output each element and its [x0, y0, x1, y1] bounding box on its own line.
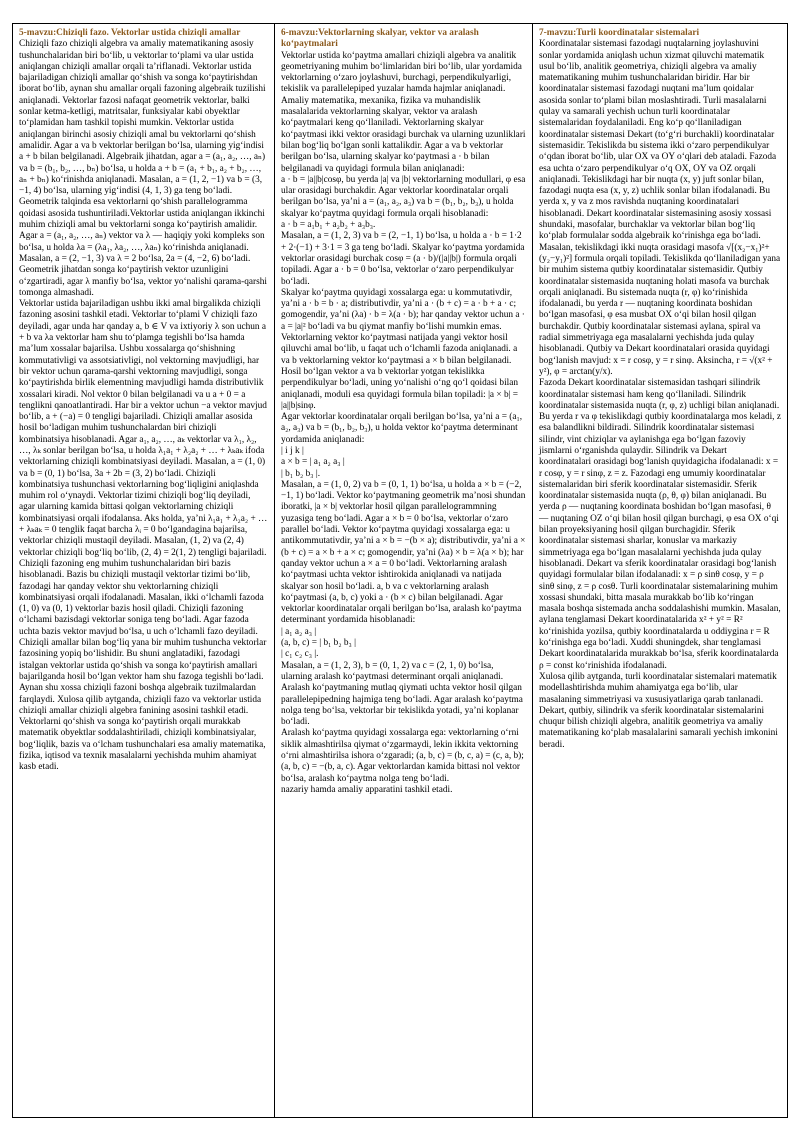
topic-6-title: 6-mavzu:Vektorlarning skalyar, vektor va aralash ko‘paytmalari	[281, 28, 479, 50]
column-topic-6	[275, 24, 533, 1117]
column-topic-5	[13, 24, 275, 1117]
topic-5-body: Chiziqli fazo chiziqli algebra va amaliy matematikaning asosiy tushunchalaridan biri bo‘lib, u vektorlar to‘plami va ular ustida aniqlangan chiziqli amallar orqali ta’riflanadi. Vektorlar ustida bajariladigan chiziqli amallar qo‘shish va songa ko‘paytirishdan iborat bo‘lib, aynan shu amallar orqali fazoning algebraik tuzilishi aniqlanadi. Vektorlar fazosi nafaqat geometrik vektorlar, balki sonlar ketma-ketligi, matritsalar, funksiyalar kabi obyektlar to‘plamidan ham tashkil topishi mumkin. Vektorlar ustida aniqlangan birinchi asosiy chiziqli amal bu vektorlarni qo‘shish amalidir. Agar a va b vektorlar berilgan bo‘lsa, ularning yig‘indisi a + b bilan belgilanadi. Algebraik jihatdan, agar a = (a₁, a₂, …, aₙ) va b = (b₁, b₂, …, bₙ) bo‘lsa, u holda a + b = (a₁ + b₁, a₂ + b₂, …, aₙ + bₙ) ko‘rinishda aniqlanadi. Masalan, a = (1, 2, −1) va b = (3, −1, 4) bo‘lsa, ularning yig‘indisi (4, 1, 3) ga teng bo‘ladi. Geometrik talqinda esa vektorlarni qo‘shish parallelogramma qoidasi asosida tushuntiriladi.Vektorlar ustida aniqlangan ikkinchi muhim chiziqli amal bu vektorlarni songa ko‘paytirish amalidir. Agar a = (a₁, a₂, …, aₙ) vektor va λ — haqiqiy yoki kompleks son bo‘lsa, u holda λa = (λa₁, λa₂, …, λaₙ) ko‘rinishda aniqlanadi. Masalan, a = (2, −1, 3) va λ = 2 bo‘lsa, 2a = (4, −2, 6) bo‘ladi. Geometrik jihatdan songa ko‘paytirish vektor uzunligini o‘zgartiradi, agar λ manfiy bo‘lsa, vektor yo‘nalishi qarama-qarshi tomonga almashadi. Vektorlar ustida bajariladigan ushbu ikki amal birgalikda chiziqli fazoning asosini tashkil etadi. Vektorlar to‘plami V chiziqli fazo deyiladi, agar unda har qanday a, b ∈ V va ixtiyoriy λ son uchun a + b va λa vektorlar ham shu to‘plamga tegishli bo‘lsa hamda ma’lum xossalar bajarilsa. Ushbu xossalarga qo‘shishning kommutativligi va assotsiativligi, nol vektorning mavjudligi, har bir vektor uchun qarama-qarshi vektorning mavjudligi, songa ko‘paytirishda birlik elementning mavjudligi hamda distributivlik xossalari kiradi. Nol vektor 0 bilan belgilanadi va u a + 0 = a tenglikni qanoatlantiradi. Har bir a vektor uchun −a vektor mavjud bo‘lib, a + (−a) = 0 tengligi bajariladi. Chiziqli amallar asosida hosil bo‘ladigan muhim tushunchalardan biri chiziqli kombinatsiya hisoblanadi. Agar a₁, a₂, …, aₖ vektorlar va λ₁, λ₂, …, λₖ sonlar berilgan bo‘lsa, u holda λ₁a₁ + λ₂a₂ + … + λₖaₖ ifoda vektorlarning chiziqli kombinatsiyasi deyiladi. Masalan, a = (1, 0) va b = (0, 1) bo‘lsa, 3a + 2b = (3, 2) bo‘ladi. Chiziqli kombinatsiya tushunchasi vektorlarning bog‘liqligini aniqlashda muhim rol o‘ynaydi. Vektorlar tizimi chiziqli bog‘liq deyiladi, agar ularning kamida bittasi qolgan vektorlarning chiziqli kombinatsiyasi orqali ifodalansa. Aks holda, ya’ni λ₁a₁ + λ₂a₂ + … + λₖaₖ = 0 tenglik faqat barcha λᵢ = 0 bo‘lgandagina bajarilsa, vektorlar chiziqli mustaqil deyiladi. Masalan, (1, 2) va (2, 4) vektorlar chiziqli bog‘liq bo‘lib, (2, 4) = 2(1, 2) tengligi bajariladi. Chiziqli fazoning eng muhim tushunchalaridan biri bazis hisoblanadi. Bazis bu chiziqli mustaqil vektorlar tizimi bo‘lib, fazodagi har qanday vektor shu vektorlarning chiziqli kombinatsiyasi orqali ifodalanadi. Masalan, ikki o‘lchamli fazoda (1, 0) va (0, 1) vektorlar bazis hosil qiladi. Chiziqli fazoning o‘lchami bazisdagi vektorlar soniga teng bo‘ladi. Agar fazoda uchta bazis vektor mavjud bo‘lsa, u uch o‘lchamli fazo deyiladi. Chiziqli amallar bilan bog‘liq yana bir muhim tushuncha vektorlar fazosining yopiq bo‘lishidir. Bu shuni anglatadiki, fazodagi istalgan vektorlar ustida qo‘shish va songa ko‘paytirish amallari bajarilganda hosil bo‘lgan vektor ham shu fazoga tegishli bo‘ladi. Aynan shu xossa chiziqli fazoni boshqa algebraik tuzilmalardan farqlaydi. Xulosa qilib aytganda, chiziqli fazo va vektorlar ustida chiziqli amallar chiziqli algebra fanining asosini tashkil etadi. Vektorlarni qo‘shish va songa ko‘paytirish orqali murakkab matematik obyektlar soddalashtiriladi, chiziqli kombinatsiyalar, bog‘liqlik, bazis va o‘lcham tushunchalari esa amaliy matematika, fizika, iqtisod va texnik masalalarni yechishda muhim ahamiyat kasb etadi.	[19, 39, 268, 773]
column-topic-7	[533, 24, 787, 1117]
topic-7-body: Koordinatalar sistemasi fazodagi nuqtalarning joylashuvini sonlar yordamida aniqlash uchun xizmat qiluvchi matematik usul bo‘lib, analitik geometriya, chiziqli algebra va amaliy matematikaning muhim tushunchalaridan biridir. Har bir koordinatalar sistemasi fazodagi nuqtani ma’lum qoidalar asosida sonlar to‘plami bilan moslashtiradi. Turli masalalarni qulay va samarali yechish uchun turli koordinatalar sistemalaridan foydalaniladi. Eng ko‘p qo‘llaniladigan koordinatalar sistemasi Dekart (to‘g‘ri burchakli) koordinatalar sistemasidir. Tekislikda bu sistema ikki o‘zaro perpendikulyar o‘qdan iborat bo‘lib, ular OX va OY o‘qlari deb ataladi. Fazoda esa uchta o‘zaro perpendikulyar o‘q OX, OY va OZ orqali aniqlanadi. Tekislikdagi har bir nuqta (x, y) juft sonlar bilan, fazodagi nuqta esa (x, y, z) uchlik sonlar bilan ifodalanadi. Bu yerda x, y va z mos ravishda nuqtaning koordinatalari hisoblanadi. Dekart koordinatalar sistemasining asosiy xossasi shundaki, masofalar, burchaklar va vektorlar bilan bog‘liq ko‘plab formulalar sodda algebraik ko‘rinishga ega bo‘ladi. Masalan, tekislikdagi ikki nuqta orasidagi masofa √[(x₂−x₁)²+(y₂−y₁)²] formula orqali topiladi. Tekislikda qo‘llaniladigan yana bir muhim sistema qutbiy koordinatalar sistemasidir. Qutbiy koordinatalar sistemasida nuqtaning holati masofa va burchak orqali aniqlanadi. Bu sistemada nuqta (r, φ) ko‘rinishida ifodalanadi, bu yerda r — nuqtaning koordinata boshidan bo‘lgan masofasi, φ esa musbat OX o‘qi bilan hosil qilgan burchakdir. Qutbiy koordinatalar sistemasi aylana, spiral va radial simmetriyaga ega masalalarni yechishda juda qulay hisoblanadi. Qutbiy va Dekart koordinatalari orasida quyidagi bog‘lanish mavjud: x = r cosφ, y = r sinφ. Aksincha, r = √(x² + y²), φ = arctan(y/x). Fazoda Dekart koordinatalar sistemasidan tashqari silindrik koordinatalar sistemasi ham keng qo‘llaniladi. Silindrik koordinatalar sistemasida nuqta (r, φ, z) uchligi bilan aniqlanadi. Bu yerda r va φ tekislikdagi qutbiy koordinatalarga mos keladi, z esa balandlikni bildiradi. Silindrik koordinatalar sistemasi silindr, vint chiziqlar va aylanishga ega bo‘lgan fazoviy jismlarni o‘rganishda qulaydir. Silindrik va Dekart koordinatalari orasidagi bog‘lanish quyidagicha ifodalanadi: x = r cosφ, y = r sinφ, z = z. Fazodagi eng umumiy koordinatalar sistemalaridan biri sferik koordinatalar sistemasidir. Sferik koordinatalar sistemasida nuqta (ρ, θ, φ) bilan aniqlanadi. Bu yerda ρ — nuqtaning koordinata boshidan bo‘lgan masofasi, θ — nuqtaning OZ o‘qi bilan hosil qilgan burchagi, φ esa OX o‘qi bilan proyeksiyaning hosil qilgan burchagidir. Sferik koordinatalar sistemasi sharlar, konuslar va markaziy simmetriyaga ega bo‘lgan masalalarni yechishda juda qulay hisoblanadi. Dekart va sferik koordinatalar orasidagi bog‘lanish quyidagi formulalar bilan ifodalanadi: x = ρ sinθ cosφ, y = ρ sinθ sinφ, z = ρ cosθ. Turli koordinatalar sistemalarining muhim xossasi shundaki, bitta masala murakkab bo‘lib ko‘ringan masala boshqa sistemada ancha soddalashishi mumkin. Masalan, aylana tenglamasi Dekart koordinatalarida x² + y² = R² ko‘rinishida yozilsa, qutbiy koordinatalarda u oddiygina r = R ko‘rinishga ega bo‘ladi. Xuddi shuningdek, shar tenglamasi Dekart koordinatalarida murakkab bo‘lsa, sferik koordinatalarda ρ = const ko‘rinishida ifodalanadi. Xulosa qilib aytganda, turli koordinatalar sistemalari matematik modellashtirishda muhim ahamiyatga ega bo‘lib, ular masalaning simmetriyasi va xususiyatlariga qarab tanlanadi. Dekart, qutbiy, silindrik va sferik koordinatalar sistemalarini chuqur bilish chiziqli algebra, analitik geometriya va amaliy matematikaning ko‘plab masalalarini samarali yechish imkonini beradi.	[539, 39, 781, 750]
document-page	[12, 23, 788, 1118]
topic-7-title: 7-mavzu:Turli koordinatalar sistemalari	[539, 28, 700, 38]
topic-5-title: 5-mavzu:Chiziqli fazo. Vektorlar ustida chiziqli amallar	[19, 28, 241, 38]
topic-6-body: Vektorlar ustida ko‘paytma amallari chiziqli algebra va analitik geometriyaning muhim bo‘limlaridan biri bo‘lib, ular yordamida vektorlarning o‘zaro joylashuvi, burchagi, perpendikulyarligi, tekislik va parallelepiped yuzalar hamda hajmlar aniqlanadi. Amaliy matematika, mexanika, fizika va muhandislik masalalarida vektorlarning skalyar, vektor va aralash ko‘paytmalari keng qo‘llaniladi. Vektorlarning skalyar ko‘paytmasi ikki vektor orasidagi burchak va ularning uzunliklari bilan bog‘liq bo‘lgan sonli kattalikdir. Agar a va b vektorlar berilgan bo‘lsa, ularning skalyar ko‘paytmasi a · b bilan belgilanadi va quyidagi formula bilan aniqlanadi: a · b = |a||b|cosφ, bu yerda |a| va |b| vektorlarning modullari, φ esa ular orasidagi burchakdir. Agar vektorlar koordinatalar orqali berilgan bo‘lsa, ya’ni a = (a₁, a₂, a₃) va b = (b₁, b₂, b₃), u holda skalyar ko‘paytma quyidagi formula orqali hisoblanadi: a · b = a₁b₁ + a₂b₂ + a₃b₃. Masalan, a = (1, 2, 3) va b = (2, −1, 1) bo‘lsa, u holda a · b = 1·2 + 2·(−1) + 3·1 = 3 ga teng bo‘ladi. Skalyar ko‘paytma yordamida vektorlar orasidagi burchak cosφ = (a · b)/(|a||b|) formula orqali topiladi. Agar a · b = 0 bo‘lsa, vektorlar o‘zaro perpendikulyar bo‘ladi. Skalyar ko‘paytma quyidagi xossalarga ega: u kommutativdir, ya’ni a · b = b · a; distributivdir, ya’ni a · (b + c) = a · b + a · c; gomogendir, ya’ni (λa) · b = λ(a · b); har qanday vektor uchun a · a = |a|² bo‘ladi va bu qiymat manfiy bo‘lishi mumkin emas. Vektorlarning vektor ko‘paytmasi natijada yangi vektor hosil qiluvchi amal bo‘lib, u faqat uch o‘lchamli fazoda aniqlanadi. a va b vektorlarning vektor ko‘paytmasi a × b bilan belgilanadi. Hosil bo‘lgan vektor a va b vektorlar yotgan tekislikka perpendikulyar bo‘ladi, uning yo‘nalishi o‘ng qo‘l qoidasi bilan aniqlanadi, moduli esa quyidagi formula bilan topiladi: |a × b| = |a||b|sinφ. Agar vektorlar koordinatalar orqali berilgan bo‘lsa, ya’ni a = (a₁, a₂, a₃) va b = (b₁, b₂, b₃), u holda vektor ko‘paytma determinant yordamida aniqlanadi: | i j k | a × b = | a₁ a₂ a₃ | | b₁ b₂ b₃ |. Masalan, a = (1, 0, 2) va b = (0, 1, 1) bo‘lsa, u holda a × b = (−2, −1, 1) bo‘ladi. Vektor ko‘paytmaning geometrik ma’nosi shundan iboratki, |a × b| vektorlar hosil qilgan parallelogrammning yuzasiga teng bo‘ladi. Agar a × b = 0 bo‘lsa, vektorlar o‘zaro parallel bo‘ladi. Vektor ko‘paytma quyidagi xossalarga ega: u antikommutativdir, ya’ni a × b = −(b × a); distributivdir, ya’ni a × (b + c) = a × b + a × c; gomogendir, ya’ni (λa) × b = λ(a × b); har qanday vektor uchun a × a = 0 bo‘ladi. Vektorlarning aralash ko‘paytmasi uchta vektor ishtirokida aniqlanadi va natijada skalyar son hosil bo‘ladi. a, b va c vektorlarning aralash ko‘paytmasi (a, b, c) yoki a · (b × c) bilan belgilanadi. Agar vektorlar koordinatalar orqali berilgan bo‘lsa, aralash ko‘paytma determinant yordamida hisoblanadi: | a₁ a₂ a₃ | (a, b, c) = | b₁ b₂ b₃ | | c₁ c₂ c₃ |. Masalan, a = (1, 2, 3), b = (0, 1, 2) va c = (2, 1, 0) bo‘lsa, ularning aralash ko‘paytmasi determinant orqali aniqlanadi. Aralash ko‘paytmaning mutlaq qiymati uchta vektor hosil qilgan parallelepipedning hajmiga teng bo‘ladi. Agar aralash ko‘paytma nolga teng bo‘lsa, vektorlar bir tekislikda yotadi, ya’ni koplanar bo‘ladi. Aralash ko‘paytma quyidagi xossalarga ega: vektorlarning o‘rni siklik almashtirilsa qiymat o‘zgarmaydi, lekin ikkita vektorning o‘rni almashtirilsa ishora o‘zgaradi; (a, b, c) = (b, c, a) = (c, a, b); (a, b, c) = −(b, a, c). Agar vektorlardan kamida bittasi nol vektor bo‘lsa, aralash ko‘paytma nolga teng bo‘ladi. nazariy hamda amaliy apparatini tashkil etadi.	[281, 50, 526, 795]
